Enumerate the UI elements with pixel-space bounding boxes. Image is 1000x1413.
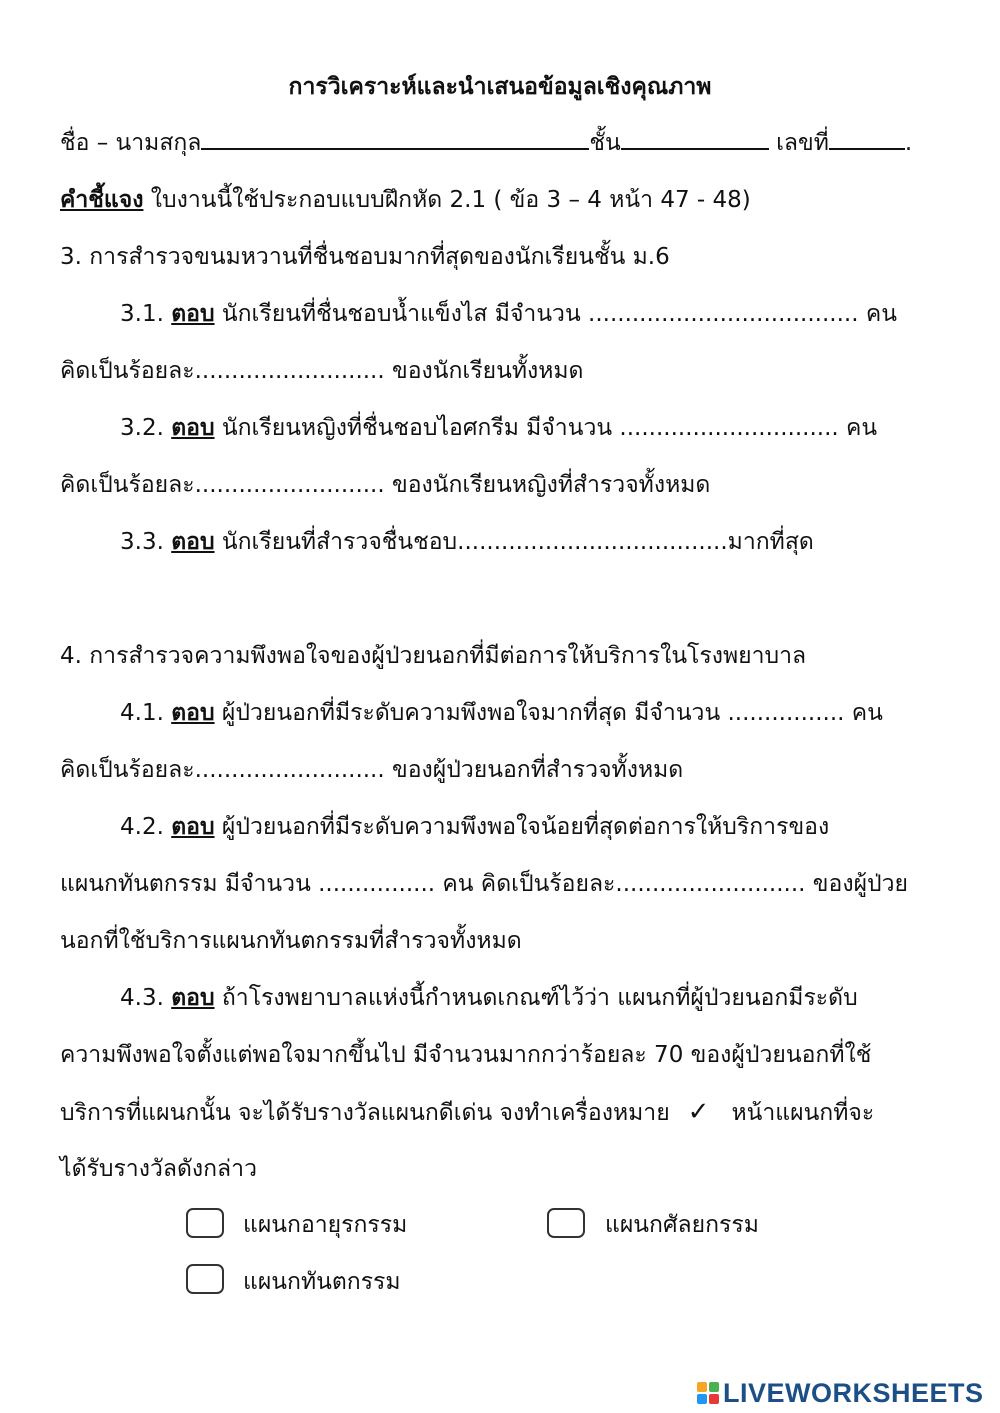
q4-2-text: ผู้ป่วยนอกที่มีระดับความพึงพอใจน้อยที่สุดต่อการให้บริการของ <box>214 814 830 840</box>
number-blank[interactable] <box>829 126 905 150</box>
q3-1-number: 3.1. <box>120 301 172 327</box>
q4-2-number: 4.2. <box>120 814 172 840</box>
q3-3-answer <box>120 525 936 559</box>
student-info-row <box>60 126 936 160</box>
option-surgery-checkbox[interactable] <box>547 1208 585 1238</box>
q4-3-answer <box>120 981 936 1015</box>
q4-3-text: ถ้าโรงพยาบาลแห่งนี้กำหนดเกณฑ์ไว้ว่า แผนกที่ผู้ป่วยนอกมีระดับ <box>214 985 858 1011</box>
brand-text: LIVEWORKSHEETS <box>723 1377 984 1408</box>
q3-1-text[interactable]: นักเรียนที่ชื่นชอบน้ำแข็งไส มีจำนวน ..................................... คน <box>214 301 897 327</box>
q4-heading: 4. การสำรวจความพึงพอใจของผู้ป่วยนอกที่มีต่อการให้บริการในโรงพยาบาล <box>60 643 807 669</box>
q3-3-number: 3.3. <box>120 529 172 555</box>
q3-2-continuation[interactable]: คิดเป็นร้อยละ.......................... ของนักเรียนหญิงที่สำรวจทั้งหมด <box>60 472 711 498</box>
liveworksheets-logo <box>697 1378 984 1408</box>
q3-1-answer <box>120 297 936 331</box>
q4-1-text[interactable]: ผู้ป่วยนอกที่มีระดับความพึงพอใจมากที่สุด มีจำนวน ................ คน <box>214 700 883 726</box>
period: . <box>904 130 913 156</box>
q4-3-continuation-3: ได้รับรางวัลดังกล่าว <box>60 1156 257 1182</box>
q3-3-answer-label: ตอบ <box>171 529 215 555</box>
q3-1-continuation[interactable]: คิดเป็นร้อยละ.......................... ของนักเรียนทั้งหมด <box>60 358 584 384</box>
q3-1-answer-label: ตอบ <box>171 301 215 327</box>
q4-3-text-after-check: หน้าแผนกที่จะ <box>731 1100 875 1126</box>
instructions <box>60 183 936 217</box>
checkmark-icon: ✓ <box>687 1097 710 1127</box>
class-label: ชั้น <box>589 130 621 156</box>
option-internal-medicine-checkbox[interactable] <box>186 1208 224 1238</box>
q4-2-answer-label: ตอบ <box>171 814 215 840</box>
brand-square-3 <box>697 1394 707 1404</box>
q4-3-number: 4.3. <box>120 985 172 1011</box>
number-label: เลขที่ <box>776 130 829 156</box>
brand-square-1 <box>697 1382 707 1392</box>
q4-3-text-before-check: บริการที่แผนกนั้น จะได้รับรางวัลแผนกดีเด่น จงทำเครื่องหมาย <box>60 1100 670 1126</box>
instructions-text: ใบงานนี้ใช้ประกอบแบบฝึกหัด 2.1 ( ข้อ 3 – 4 หน้า 47 - 48) <box>143 187 751 213</box>
instructions-label: คำชี้แจง <box>60 187 144 213</box>
brand-square-2 <box>709 1382 719 1392</box>
page-title: การวิเคราะห์และนำเสนอข้อมูลเชิงคุณภาพ <box>288 74 712 100</box>
q3-heading: 3. การสำรวจขนมหวานที่ชื่นชอบมากที่สุดของนักเรียนชั้น ม.6 <box>60 244 670 270</box>
q4-2-continuation-1[interactable]: แผนกทันตกรรม มีจำนวน ................ คน คิดเป็นร้อยละ.......................... ของผู้ป่วย <box>60 871 909 897</box>
q4-3-continuation-2 <box>60 1095 936 1130</box>
brand-square-4 <box>709 1394 719 1404</box>
q4-3-answer-label: ตอบ <box>171 985 215 1011</box>
name-blank[interactable] <box>201 126 589 150</box>
class-blank[interactable] <box>621 126 769 150</box>
q4-1-answer <box>120 696 936 730</box>
q4-2-answer <box>120 810 936 844</box>
brand-squares-icon <box>697 1382 719 1404</box>
q3-2-text[interactable]: นักเรียนหญิงที่ชื่นชอบไอศกรีม มีจำนวน .............................. คน <box>214 415 878 441</box>
q4-2-continuation-2: นอกที่ใช้บริการแผนกทันตกรรมที่สำรวจทั้งหมด <box>60 928 522 954</box>
q3-2-answer-label: ตอบ <box>171 415 215 441</box>
option-dentistry-checkbox[interactable] <box>186 1264 224 1294</box>
option-dentistry-label: แผนกทันตกรรม <box>243 1269 401 1295</box>
option-surgery-label: แผนกศัลยกรรม <box>605 1212 759 1238</box>
option-internal-medicine-label: แผนกอายุรกรรม <box>243 1212 408 1238</box>
q4-3-continuation-1: ความพึงพอใจตั้งแต่พอใจมากขึ้นไป มีจำนวนมากกว่าร้อยละ 70 ของผู้ป่วยนอกที่ใช้ <box>60 1042 872 1068</box>
q4-1-number: 4.1. <box>120 700 172 726</box>
q4-1-answer-label: ตอบ <box>171 700 215 726</box>
name-label: ชื่อ – นามสกุล <box>60 130 202 156</box>
q3-2-number: 3.2. <box>120 415 172 441</box>
q4-1-continuation[interactable]: คิดเป็นร้อยละ.......................... ของผู้ป่วยนอกที่สำรวจทั้งหมด <box>60 757 684 783</box>
q3-2-answer <box>120 411 936 445</box>
q3-3-text[interactable]: นักเรียนที่สำรวจชื่นชอบ.....................................มากที่สุด <box>214 529 814 555</box>
